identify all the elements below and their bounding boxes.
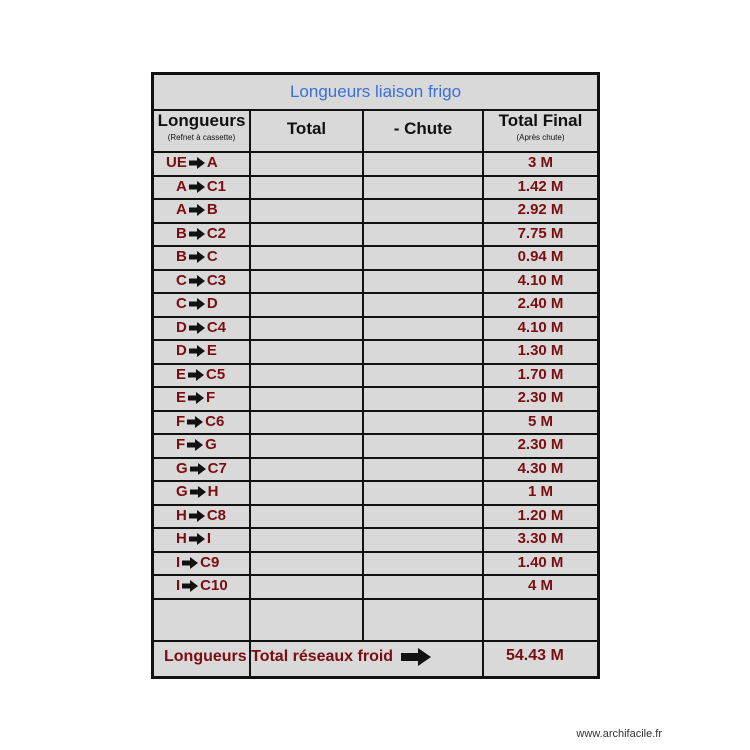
segment-label: A C1 xyxy=(176,177,227,195)
final-length-value: 0.94 M xyxy=(517,248,564,265)
arrow-right-icon xyxy=(189,345,205,357)
segment-label: B C xyxy=(176,248,218,265)
arrow-right-icon xyxy=(189,251,205,263)
final-length-value: 1 M xyxy=(527,483,553,500)
final-length-value: 1.30 M xyxy=(517,342,564,359)
row-divider xyxy=(154,151,597,153)
row-divider xyxy=(154,527,597,529)
segment-label: H I xyxy=(176,530,212,547)
segment-label: E C5 xyxy=(176,365,226,383)
arrow-right-icon xyxy=(189,204,205,216)
arrow-right-icon xyxy=(182,580,198,592)
segment-label: B C2 xyxy=(176,224,227,242)
total-value: 54.43 M xyxy=(506,647,564,664)
header-longueurs: Longueurs (Refnet à cassette) xyxy=(157,111,246,142)
final-length-value: 2.40 M xyxy=(517,295,564,312)
row-divider xyxy=(154,363,597,365)
arrow-right-icon xyxy=(188,369,204,381)
row-divider xyxy=(154,457,597,459)
row-divider xyxy=(154,245,597,247)
row-divider xyxy=(154,386,597,388)
arrow-right-icon xyxy=(189,157,205,169)
segment-label: I C9 xyxy=(176,553,220,571)
arrow-right-icon xyxy=(189,298,205,310)
row-divider xyxy=(154,574,597,576)
row-divider xyxy=(154,410,597,412)
segment-label: G C7 xyxy=(176,459,227,477)
row-divider xyxy=(154,598,597,600)
table-title: Longueurs liaison frigo xyxy=(154,75,597,111)
final-length-value: 4.10 M xyxy=(517,318,564,336)
final-length-value: 4 M xyxy=(527,577,553,594)
arrow-right-icon xyxy=(190,463,206,475)
final-length-value: 2.92 M xyxy=(517,201,564,218)
row-divider xyxy=(154,339,597,341)
segment-label: C D xyxy=(176,295,218,312)
column-divider xyxy=(362,109,364,640)
total-label: Longueurs Total réseaux froid xyxy=(164,647,434,667)
final-length-value: 1.20 M xyxy=(517,506,564,524)
arrow-right-icon xyxy=(189,228,205,240)
row-divider xyxy=(154,640,597,642)
row-divider xyxy=(154,433,597,435)
length-table xyxy=(151,72,600,679)
arrow-right-icon xyxy=(189,510,205,522)
header-total: Total xyxy=(286,119,327,138)
column-divider xyxy=(249,109,251,676)
segment-label: UE A xyxy=(166,154,218,171)
row-divider xyxy=(154,480,597,482)
segment-label: G H xyxy=(176,483,219,500)
arrow-right-icon xyxy=(400,647,432,667)
segment-label: F C6 xyxy=(176,412,225,430)
segment-label: F G xyxy=(176,436,217,453)
segment-label: D C4 xyxy=(176,318,227,336)
header-chute: - Chute xyxy=(393,119,453,138)
row-divider xyxy=(154,198,597,200)
final-length-value: 7.75 M xyxy=(517,224,564,242)
row-divider xyxy=(154,316,597,318)
arrow-right-icon xyxy=(182,557,198,569)
final-length-value: 4.10 M xyxy=(517,271,564,289)
row-divider xyxy=(154,269,597,271)
arrow-right-icon xyxy=(190,486,206,498)
row-divider xyxy=(154,504,597,506)
final-length-value: 2.30 M xyxy=(517,389,564,406)
arrow-right-icon xyxy=(189,533,205,545)
final-length-value: 1.40 M xyxy=(517,553,564,571)
watermark: www.archifacile.fr xyxy=(576,728,662,740)
arrow-right-icon xyxy=(187,416,203,428)
segment-label: I C10 xyxy=(176,577,228,594)
final-length-value: 1.70 M xyxy=(517,365,564,383)
row-divider xyxy=(154,292,597,294)
final-length-value: 5 M xyxy=(527,412,553,430)
arrow-right-icon xyxy=(189,181,205,193)
arrow-right-icon xyxy=(189,322,205,334)
segment-label: H C8 xyxy=(176,506,227,524)
segment-label: E F xyxy=(176,389,216,406)
row-divider xyxy=(154,175,597,177)
segment-label: A B xyxy=(176,201,218,218)
arrow-right-icon xyxy=(188,392,204,404)
final-length-value: 2.30 M xyxy=(517,436,564,453)
row-divider xyxy=(154,551,597,553)
final-length-value: 3 M xyxy=(527,154,553,171)
row-divider xyxy=(154,222,597,224)
header-total-final: Total Final (Après chute) xyxy=(498,111,583,142)
segment-label: C C3 xyxy=(176,271,227,289)
arrow-right-icon xyxy=(189,275,205,287)
arrow-right-icon xyxy=(187,439,203,451)
final-length-value: 4.30 M xyxy=(517,459,564,477)
final-length-value: 3.30 M xyxy=(517,530,564,547)
final-length-value: 1.42 M xyxy=(517,177,564,195)
segment-label: D E xyxy=(176,342,217,359)
